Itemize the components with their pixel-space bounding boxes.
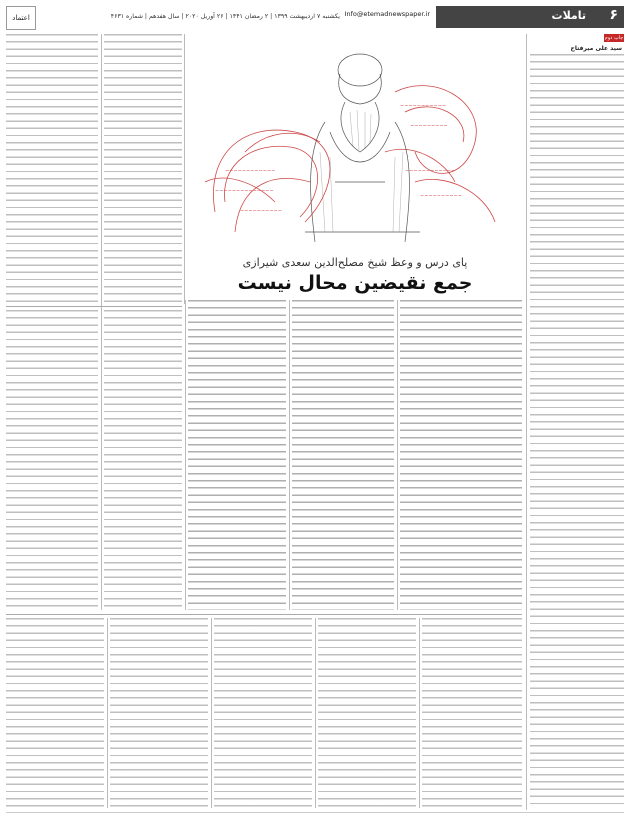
logo-text: اعتماد [12, 14, 30, 22]
section-band [436, 6, 624, 28]
sadi-portrait-illustration [185, 32, 530, 252]
section-rule [6, 306, 182, 307]
bottom-column-3 [214, 618, 312, 808]
article-column-1 [400, 300, 522, 610]
section-rule [6, 614, 522, 615]
article-column-3 [188, 300, 286, 610]
column-divider [107, 618, 108, 808]
text-lines [110, 618, 208, 808]
section-title: تاملات [551, 9, 586, 22]
svg-text:~~~~~~~~~: ~~~~~~~~~ [410, 123, 448, 129]
svg-text:~~~~~~~~~~~~: ~~~~~~~~~~~~ [225, 168, 276, 174]
issue-meta: یکشنبه ۷ اردیبهشت ۱۳۹۹ | ۲ رمضان ۱۴۴۱ | ۲۶ آوریل ۲۰۲۰ | سال هفدهم | شماره ۴۶۳۱ [110, 13, 340, 20]
left-column-2-lower [104, 310, 182, 610]
column-divider [419, 618, 420, 808]
bottom-column-2 [318, 618, 416, 808]
text-lines [318, 618, 416, 808]
text-lines [400, 300, 522, 610]
bottom-column-1 [422, 618, 522, 808]
svg-text:~~~~~~~~~~~: ~~~~~~~~~~~ [400, 103, 447, 109]
text-lines [422, 618, 522, 808]
page-number: ۶ [609, 7, 618, 23]
newspaper-logo [6, 6, 36, 30]
column-divider [211, 618, 212, 808]
figure-sketch [305, 54, 420, 242]
page-header [6, 6, 624, 28]
column-divider [101, 34, 102, 610]
calligraphy-text [215, 103, 462, 214]
svg-text:~~~~~~~~~~~~~~: ~~~~~~~~~~~~~~ [215, 188, 274, 194]
column-divider [397, 300, 398, 610]
article-kicker: پای درس و وعظ شیخ مصلح‌الدین سعدی شیرازی [242, 256, 468, 269]
svg-text:~~~~~~~~~~: ~~~~~~~~~~ [240, 208, 282, 214]
text-lines [214, 618, 312, 808]
text-lines [6, 618, 104, 808]
reprint-tag: چاپ دوم [604, 35, 624, 41]
text-lines [292, 300, 394, 610]
page-footer-rule [6, 812, 624, 813]
bottom-column-4 [110, 618, 208, 808]
sidebar-byline: سید علی میرفتاح [570, 45, 622, 52]
bottom-column-5 [6, 618, 104, 808]
left-column-2-top [104, 34, 182, 302]
text-lines [104, 310, 182, 610]
left-column-lower [6, 310, 98, 610]
column-divider [185, 300, 186, 610]
text-lines [6, 34, 98, 302]
left-column-top [6, 34, 98, 302]
text-lines [6, 310, 98, 610]
text-lines [188, 300, 286, 610]
sidebar-body-text [530, 54, 624, 810]
figure-shading [320, 110, 403, 232]
text-lines [104, 34, 182, 302]
article-headline: جمع نقیضین محال نیست [237, 272, 473, 294]
svg-text:~~~~~~~~~~~~: ~~~~~~~~~~~~ [405, 168, 456, 174]
text-lines [530, 54, 624, 810]
article-column-2 [292, 300, 394, 610]
svg-text:~~~~~~~~~~: ~~~~~~~~~~ [420, 193, 462, 199]
column-divider [315, 618, 316, 808]
column-divider [289, 300, 290, 610]
contact-email[interactable]: Info@etemadnewspaper.ir [344, 10, 430, 18]
